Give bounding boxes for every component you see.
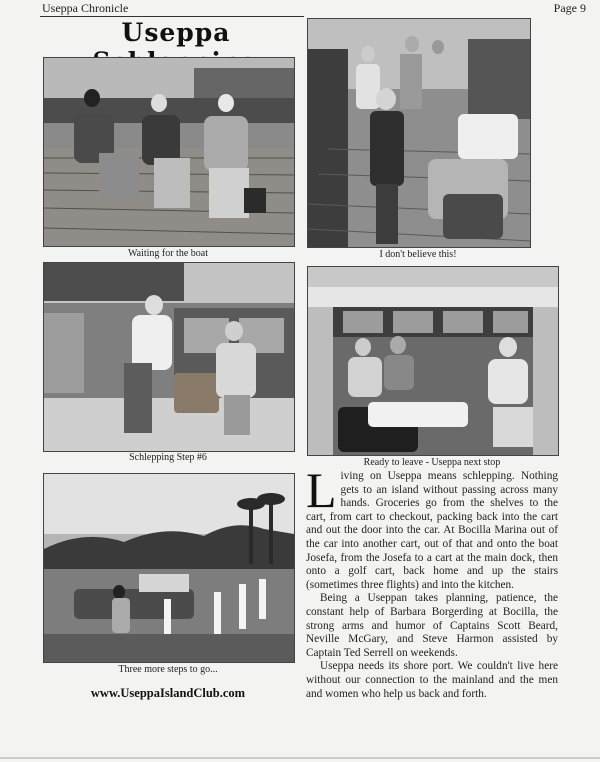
drop-cap: L	[306, 462, 337, 518]
photo-schlepping-step-6	[43, 262, 295, 452]
page-number: Page 9	[553, 1, 586, 15]
website-link[interactable]: www.UseppaIslandClub.com	[90, 686, 246, 700]
header-rule	[40, 16, 304, 17]
caption-dont-believe-this: I don't believe this!	[379, 249, 457, 260]
photo-ready-to-leave	[307, 266, 559, 456]
caption-waiting-for-boat: Waiting for the boat	[127, 248, 208, 259]
publication-name: Useppa Chronicle	[42, 1, 129, 15]
article-title: Useppa	[121, 18, 231, 47]
photo-three-more-steps	[43, 473, 295, 663]
photo-dont-believe-this	[307, 18, 531, 248]
caption-three-more-steps: Three more steps to go...	[118, 664, 218, 675]
article-paragraph-3: Useppa needs its shore port. We couldn't live here without our connection to the mainland and the men and women who help us back and forth.	[306, 660, 558, 700]
caption-ready-to-leave: Ready to leave - Useppa next stop	[363, 457, 501, 468]
photo-waiting-for-boat	[43, 57, 295, 247]
article-paragraph-1-text: iving on Useppa means schlepping. Nothing gets to an island without passing across many hands. Groceries go from the shelves to the cart, from cart to checkout, packing back into the cart and out the door into the car. At Bocilla Marina out of the car into another cart, out of that and onto the boat Josefa, from the Josefa to a cart at the main dock, then onto a golf cart, back home and up the stairs (sometimes three flights) and into the kitchen.	[306, 470, 558, 591]
page-bottom-edge	[0, 757, 600, 759]
article-paragraph-2: Being a Useppan takes planning, patience, the constant help of Barbara Borgerding at Bocilla, the strong arms and humor of Captains Scott Beard, Neville McGary, and Steve Harmon assisted by Captain Ted Serrell on weekends.	[306, 592, 558, 659]
caption-schlepping-step-6: Schlepping Step #6	[129, 452, 207, 463]
